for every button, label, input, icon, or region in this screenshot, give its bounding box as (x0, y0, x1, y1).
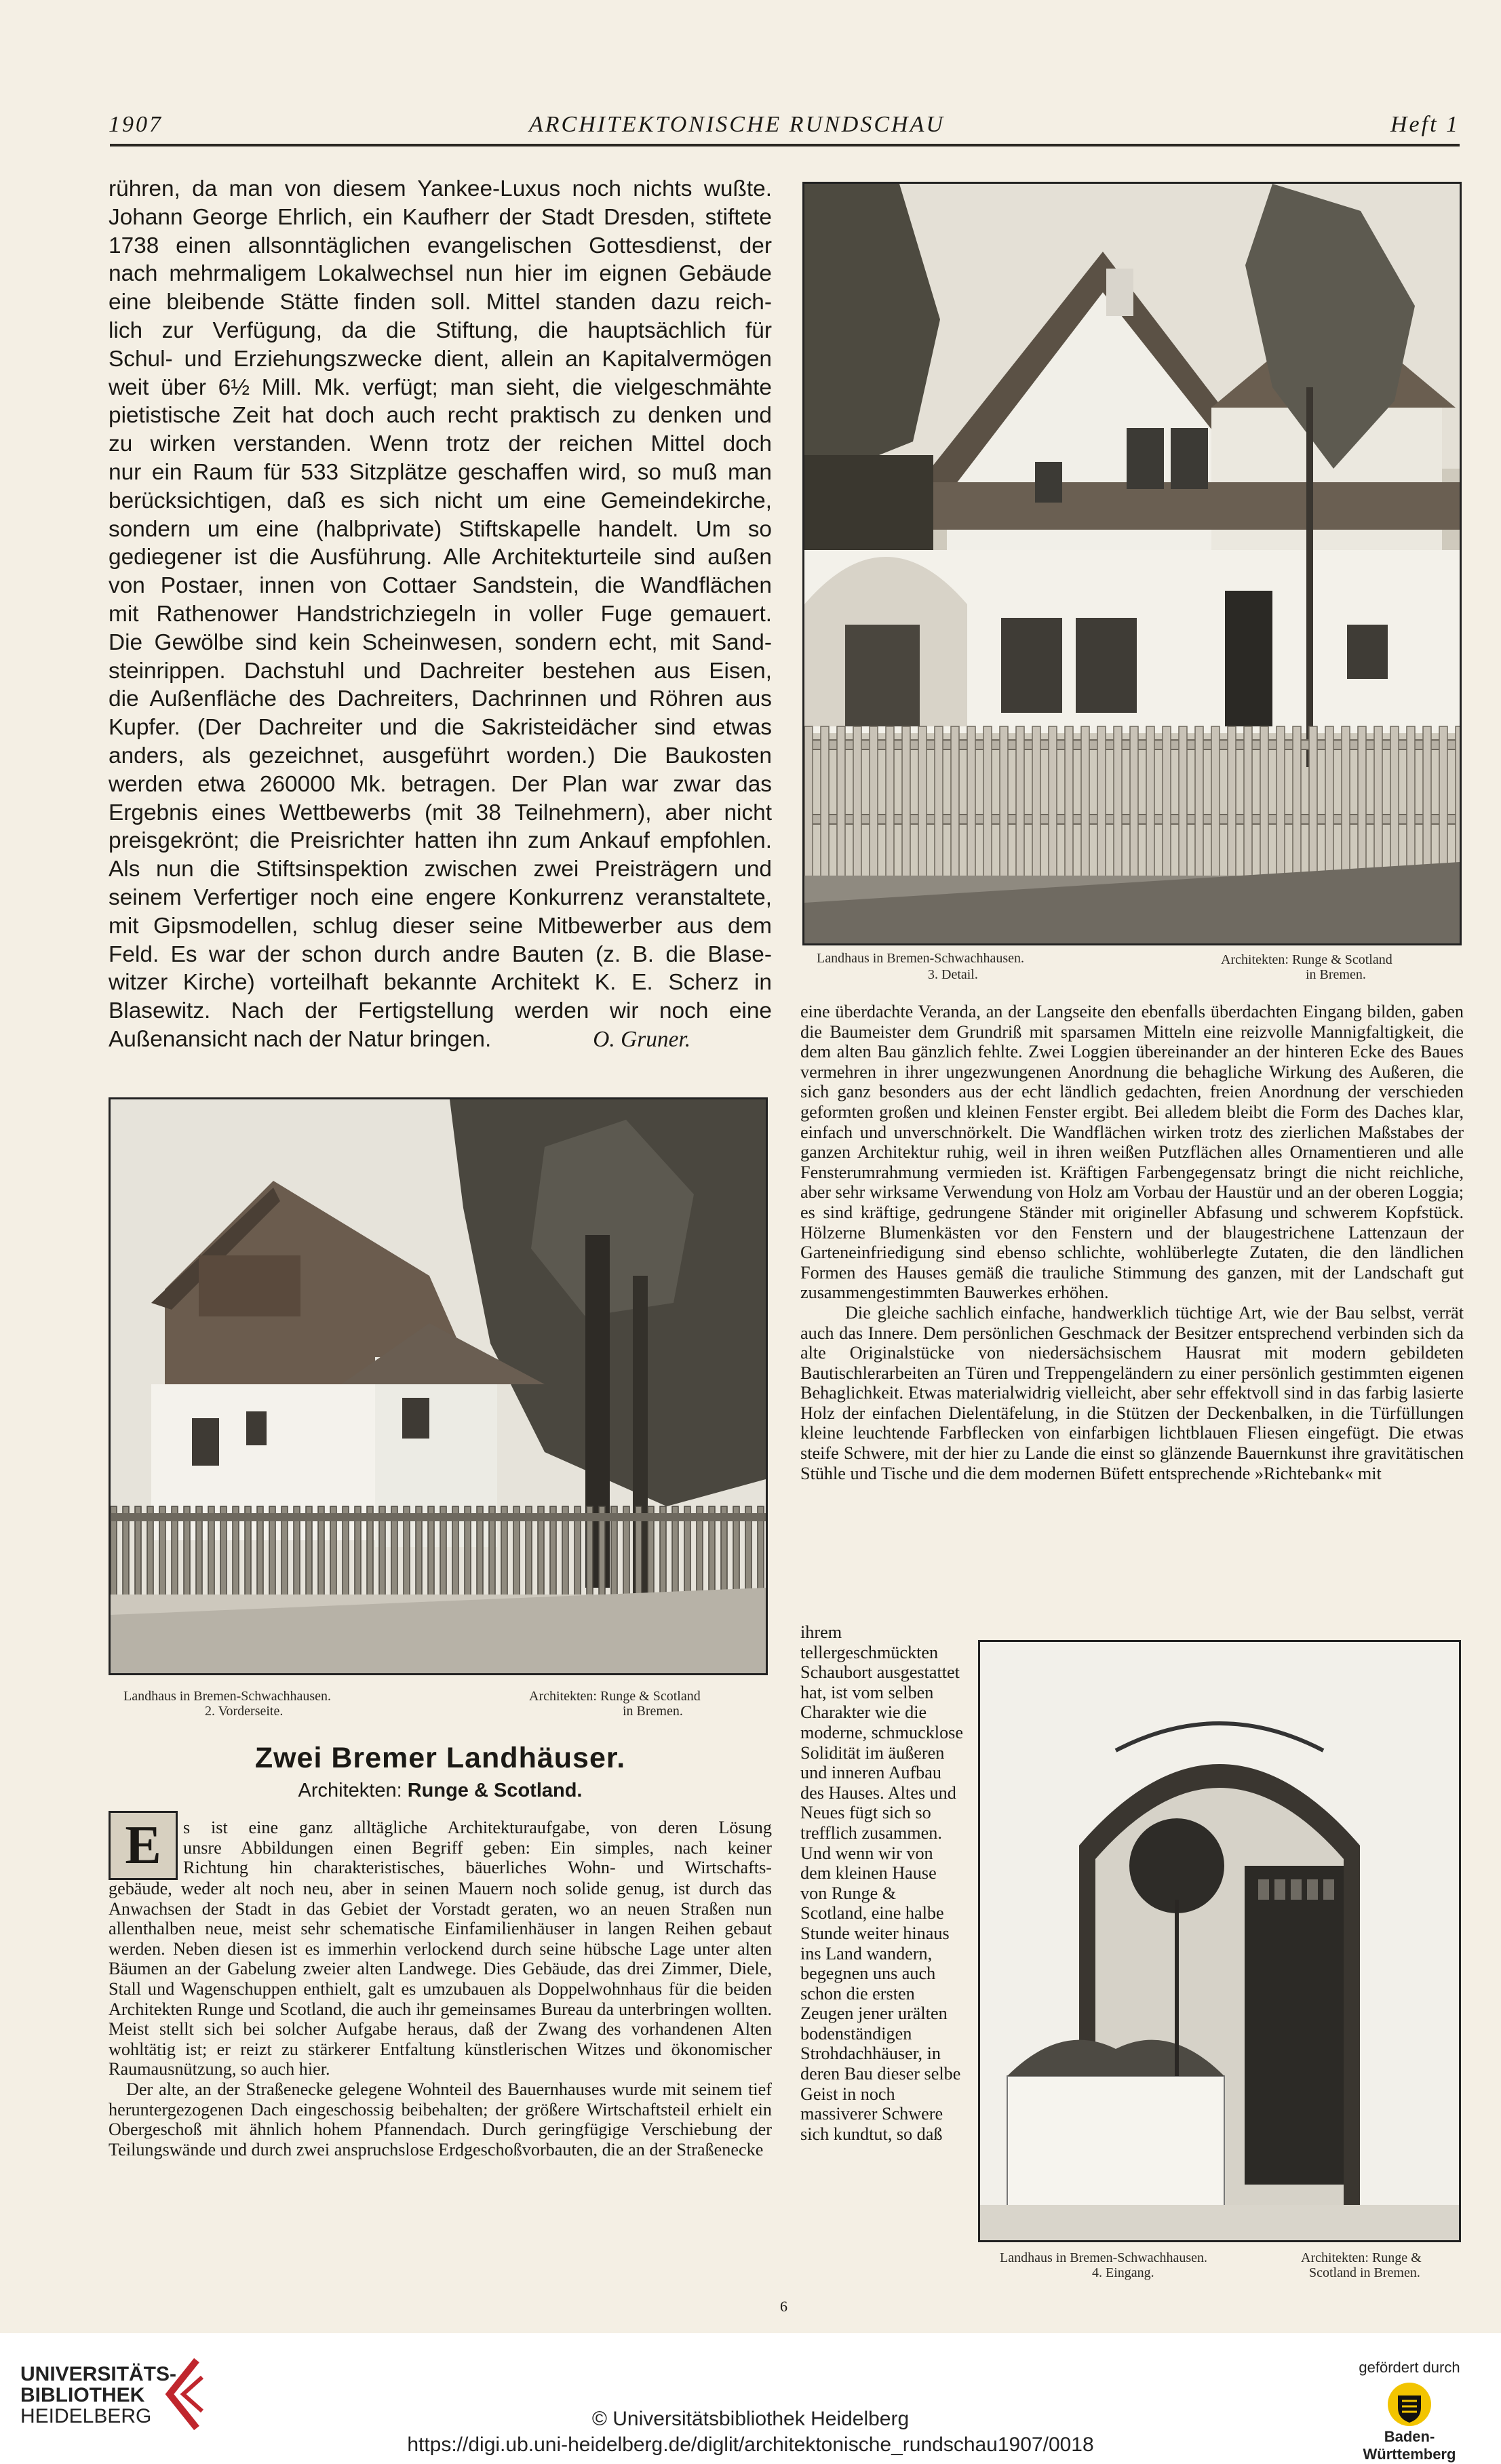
left-column-line: werden etwa 260000 Mk. betragen. Der Plan war zwar das (109, 771, 772, 797)
left-column-line: lich zur Verfügung, da die Stiftung, die hauptsächlich für (109, 317, 772, 343)
article-body-left (109, 1879, 772, 2159)
left-column-last-line (109, 1025, 772, 1054)
figure-4-caption-subtitle: 4. Eingang. (1092, 2265, 1154, 2280)
left-column-line: sondern um eine (halbprivate) Stiftskapelle handelt. Um so (109, 516, 772, 542)
left-column-line: Feld. Es war der schon durch andre Bauten (z. B. die Blase- (109, 941, 772, 967)
left-column-line: steinrippen. Dachstuhl und Dachreiter bestehen aus Eisen, (109, 658, 772, 684)
intro-line: Richtung hin charakteristisches, bäuerliches Wohn- und Wirtschafts- (183, 1858, 772, 1878)
left-column-last-text: Außenansicht nach der Natur bringen. (109, 1026, 492, 1052)
left-column-line: Johann George Ehrlich, ein Kaufherr der Stadt Dresden, stiftete (109, 204, 772, 230)
sponsor-block[interactable] (1345, 2359, 1474, 2463)
figure-4-caption-left: Landhaus in Bremen-Schwachhausen. (1000, 2250, 1208, 2265)
figure-4-photo (978, 1640, 1461, 2242)
page-number: 6 (780, 2298, 787, 2315)
library-name-line1: UNIVERSITÄTS- (20, 2363, 177, 2385)
header-issue: Heft 1 (1390, 112, 1460, 137)
figure-3-caption-left: Landhaus in Bremen-Schwachhausen. (817, 951, 1025, 966)
left-column-line: anders, als gezeichnet, ausgeführt worden.) Die Baukosten (109, 743, 772, 768)
figure-4-caption-right: Architekten: Runge & (1301, 2250, 1422, 2265)
left-column-line: eine bleibende Stätte finden soll. Mittel standen dazu reich- (109, 290, 772, 315)
figure-4-caption-right-2: Scotland in Bremen. (1309, 2265, 1420, 2280)
subtitle-prefix: Architekten: (298, 1780, 402, 1801)
header-rule (110, 144, 1460, 146)
left-column-line: Ergebnis eines Wettbewerbs (mit 38 Teilnehmern), aber nicht (109, 800, 772, 825)
left-column-line: mit Gipsmodellen, schlug dieser seine Mitbewerber aus dem (109, 913, 772, 939)
article-intro-lines (183, 1818, 772, 1878)
figure-3-caption-center: 3. Detail. (928, 967, 978, 982)
figure-2-caption-subtitle: 2. Vorderseite. (205, 1704, 284, 1719)
left-column-line: Schul- und Erziehungszwecke dient, allein an Kapitalvermögen (109, 346, 772, 372)
left-column-line: seinem Verfertiger noch eine engere Konkurrenz veranstaltete, (109, 884, 772, 910)
left-column-line: nur ein Raum für 533 Sitzplätze geschaffen wird, so muß man (109, 459, 772, 485)
sponsor-name: Baden-Württemberg (1363, 2428, 1456, 2463)
author-signature: O. Gruner. (593, 1026, 691, 1052)
article-subtitle (109, 1780, 772, 1802)
copyright-text: © Universitätsbibliothek Heidelberg (591, 2408, 910, 2430)
library-name-line3: HEIDELBERG (20, 2405, 152, 2427)
figure-3-caption-right: Architekten: Runge & Scotland (1221, 952, 1392, 967)
figure-2-caption-left: Landhaus in Bremen-Schwachhausen. (123, 1689, 332, 1704)
left-column-line: von Postaer, innen von Cottaer Sandstein, die Wandflächen (109, 573, 772, 599)
intro-line: unsre Abbildungen einen Begriff geben: Ein simples, nach keiner (183, 1837, 772, 1858)
article-body-right (800, 1002, 1464, 1483)
left-column-text (109, 175, 772, 1054)
library-name-line2: BIBLIOTHEK (20, 2384, 145, 2406)
left-column-line: weit über 6½ Mill. Mk. verfügt; man sieht, die vielgeschmähte (109, 374, 772, 400)
left-column-line: rühren, da man von diesem Yankee-Luxus noch nichts wußte. (109, 176, 772, 201)
left-column-line: die Außenfläche des Dachreiters, Dachrinnen und Röhren aus (109, 686, 772, 712)
baden-wuerttemberg-crest-icon (1386, 2381, 1433, 2428)
intro-line: s ist eine ganz alltägliche Architekturaufgabe, von deren Lösung (183, 1818, 772, 1837)
left-column-line: preisgekrönt; die Preisrichter hatten ihn zum Ankauf empfohlen. (109, 828, 772, 854)
paragraph-3: eine überdachte Veranda, an der Langseite den ebenfalls überdachten Eingang bilden, gaben die Baumeister dem Grundriß mit sparsamen Mitteln eine reizvolle Mannigfaltigkeit, die dem alten Bau gänzlich fehlte. Zwei Loggien übereinander an der hinteren Ecke des Baues vermehren in ihrer ungezwungenen Anordnung die behagliche Wirkung des Außeren, die sich ganz besonders aus der echt ländlich gedachten, freien Anordnung der verschieden geformten großen und kleinen Fenster ergibt. Bei alledem bleibt die Form des Daches klar, einfach und unverschnörkelt. Die Wandflächen wirken trotz des zierlichen Maßstabes der ganzen Architektur ruhig, weil in ihren weißen Putzflächen alles Ornamentieren und alle Fensterumrahmung vermieden ist. Kräftigen Farbengegensatz bringt die nicht reichliche, aber sehr wirksame Verwendung von Holz am Vorbau der Haustür und an der oberen Loggia; es sind kräftige, gedrungene Ständer mit origineller Abfasung und schwerem Kopfstück. Hölzerne Blumenkästen vor den Fenstern und der blaugestrichene Lattenzaun der Garteneinfriedigung sind ebenso schlichte, wohlüberlegte Zutaten, die den ländlichen Formen des Hauses gemäß die trauliche Stimmung des ganzen, mit der Landschaft gut zusammengestimmten Bauwerkes erhöhen. (800, 1002, 1464, 1303)
left-column-line: Kupfer. (Der Dachreiter und die Sakristeidächer sind etwas (109, 715, 772, 741)
figure-2-photo (109, 1097, 768, 1675)
paragraph-1: gebäude, weder alt noch neu, aber in seinen Mauern noch solide genug, ist durch das Anwachsen der Stadt in das Gebiet der Vorstadt geraten, wo an neuen Straßen nun allenthalben neue, meist sehr schematische Einfamilienhäuser in langen Reihen gebaut werden. Neben diesen ist es immerhin verlockend durch seine hübsche Lage unter alten Bäumen an der Gabelung zweier alten Landwege. Dies Gebäude, das drei Zimmer, Diele, Stall und Wagenschuppen enthielt, galt es umzubauen als Doppelwohnhaus für die beiden Architekten Runge und Scotland, die auch ihr gemeinsames Bureau da unterbringen wollten. Meist stellt sich bei solcher Aufgabe heraus, daß der Zwang des vorhandenen Alten wohltätig ist; er reizt zu stärkerer Entfaltung künstlerischen Witzes und ökonomischer Raumausnützung, so auch hier. (109, 1879, 772, 2079)
header-year: 1907 (109, 112, 163, 137)
figure-3-caption-right-2: in Bremen. (1306, 967, 1366, 982)
left-column-line: gediegener ist die Ausführung. Alle Architekturteile sind außen (109, 545, 772, 570)
left-column-line: witzer Kirche) vorteilhaft bekannte Architekt K. E. Scherz in (109, 970, 772, 996)
figure-2-caption-right-2: in Bremen. (623, 1704, 683, 1719)
left-column-line: 1738 einen allsonntäglichen evangelischen Gottesdienst, der (109, 233, 772, 258)
article-title: Zwei Bremer Landhäuser. (254, 1742, 626, 1774)
subtitle-architects: Runge & Scotland. (407, 1780, 583, 1801)
left-column-line: mit Rathenower Handstrichziegeln in voller Fuge gemauert. (109, 601, 772, 627)
left-column-line: Die Gewölbe sind kein Scheinwesen, sondern echt, mit Sand- (109, 629, 772, 655)
drop-cap: E (109, 1811, 178, 1880)
figure-2-caption-right: Architekten: Runge & Scotland (529, 1689, 701, 1704)
source-url-link[interactable]: https://digi.ub.uni-heidelberg.de/diglit/architektonische_rundschau1907/0018 (407, 2433, 1094, 2456)
left-column-line: zu wirken verstanden. Wenn trotz der reichen Mittel doch (109, 431, 772, 457)
left-column-line: Blasewitz. Nach der Fertigstellung werden wir noch eine (109, 998, 772, 1024)
left-column-line: Als nun die Stiftsinspektion zwischen zwei Preisträgern und (109, 857, 772, 882)
sponsor-label: gefördert durch (1359, 2359, 1460, 2376)
left-column-line: pietistische Zeit hat doch auch recht praktisch zu denken und (109, 403, 772, 429)
left-column-line: berücksichtigen, daß es sich nicht um eine Gemeindekirche, (109, 488, 772, 513)
header-journal-title: ARCHITEKTONISCHE RUNDSCHAU (529, 112, 945, 137)
paragraph-2: Der alte, an der Straßenecke gelegene Wohnteil des Bauernhauses wurde mit seinem tief heruntergezogenen Dach eingeschossig beibehalten; der größere Wirtschaftsteil erhielt ein Obergeschoß mit ähnlich hohem Pfannendach. Durch geringfügige Verschiebung der Teilungswände und durch zwei anspruchslose Erdgeschoßvorbauten, die an der Straßenecke (109, 2079, 772, 2159)
article-narrow-column: ihrem tellergeschmückten Schaubort ausgestattet hat, ist vom selben Charakter wie die moderne, schmucklose Solidität im äußeren und inneren Aufbau des Hauses. Altes und Neues fügt sich so trefflich zusammen. Und wenn wir von dem kleinen Hause von Runge & Scotland, eine halbe Stunde weiter hinaus ins Land wandern, begegnen uns auch schon die ersten Zeugen jener urälten bodenständigen Strohdachhäuser, in deren Bau dieser selbe Geist in noch massiverer Schwere sich kundtut, so daß (800, 1622, 963, 2144)
figure-3-photo (802, 182, 1462, 945)
left-column-line: nach mehrmaligem Lokalwechsel nun hier im eignen Gebäude (109, 261, 772, 287)
paragraph-4: Die gleiche sachlich einfache, handwerklich tüchtige Art, wie der Bau selbst, verrät auch das Innere. Dem persönlichen Geschmack der Besitzer entsprechend verbinden sich da alte Originalstücke von niedersächsischem Hausrat mit modern gebildeten Bautischlerarbeiten an Türen und Treppengeländern zu einer persönlich gestimmten eigenen Behaglichkeit. Etwas materialwidrig vielleicht, aber sehr effektvoll sind in das farbig lasierte Holz der einfachen Dielentäfelung, in die Stützen der Deckenbalken, in die Türfüllungen kleine leuchtende Farbflecken von einfarbigen lichtblauen Fliesen eingefügt. Die etwas steife Schwere, mit der hier zu Lande die einst so glänzende Bauernkunst ihre gravitätischen Stühle und Tische und die dem modernen Büfett entsprechende »Richtebank« mit (800, 1302, 1464, 1483)
